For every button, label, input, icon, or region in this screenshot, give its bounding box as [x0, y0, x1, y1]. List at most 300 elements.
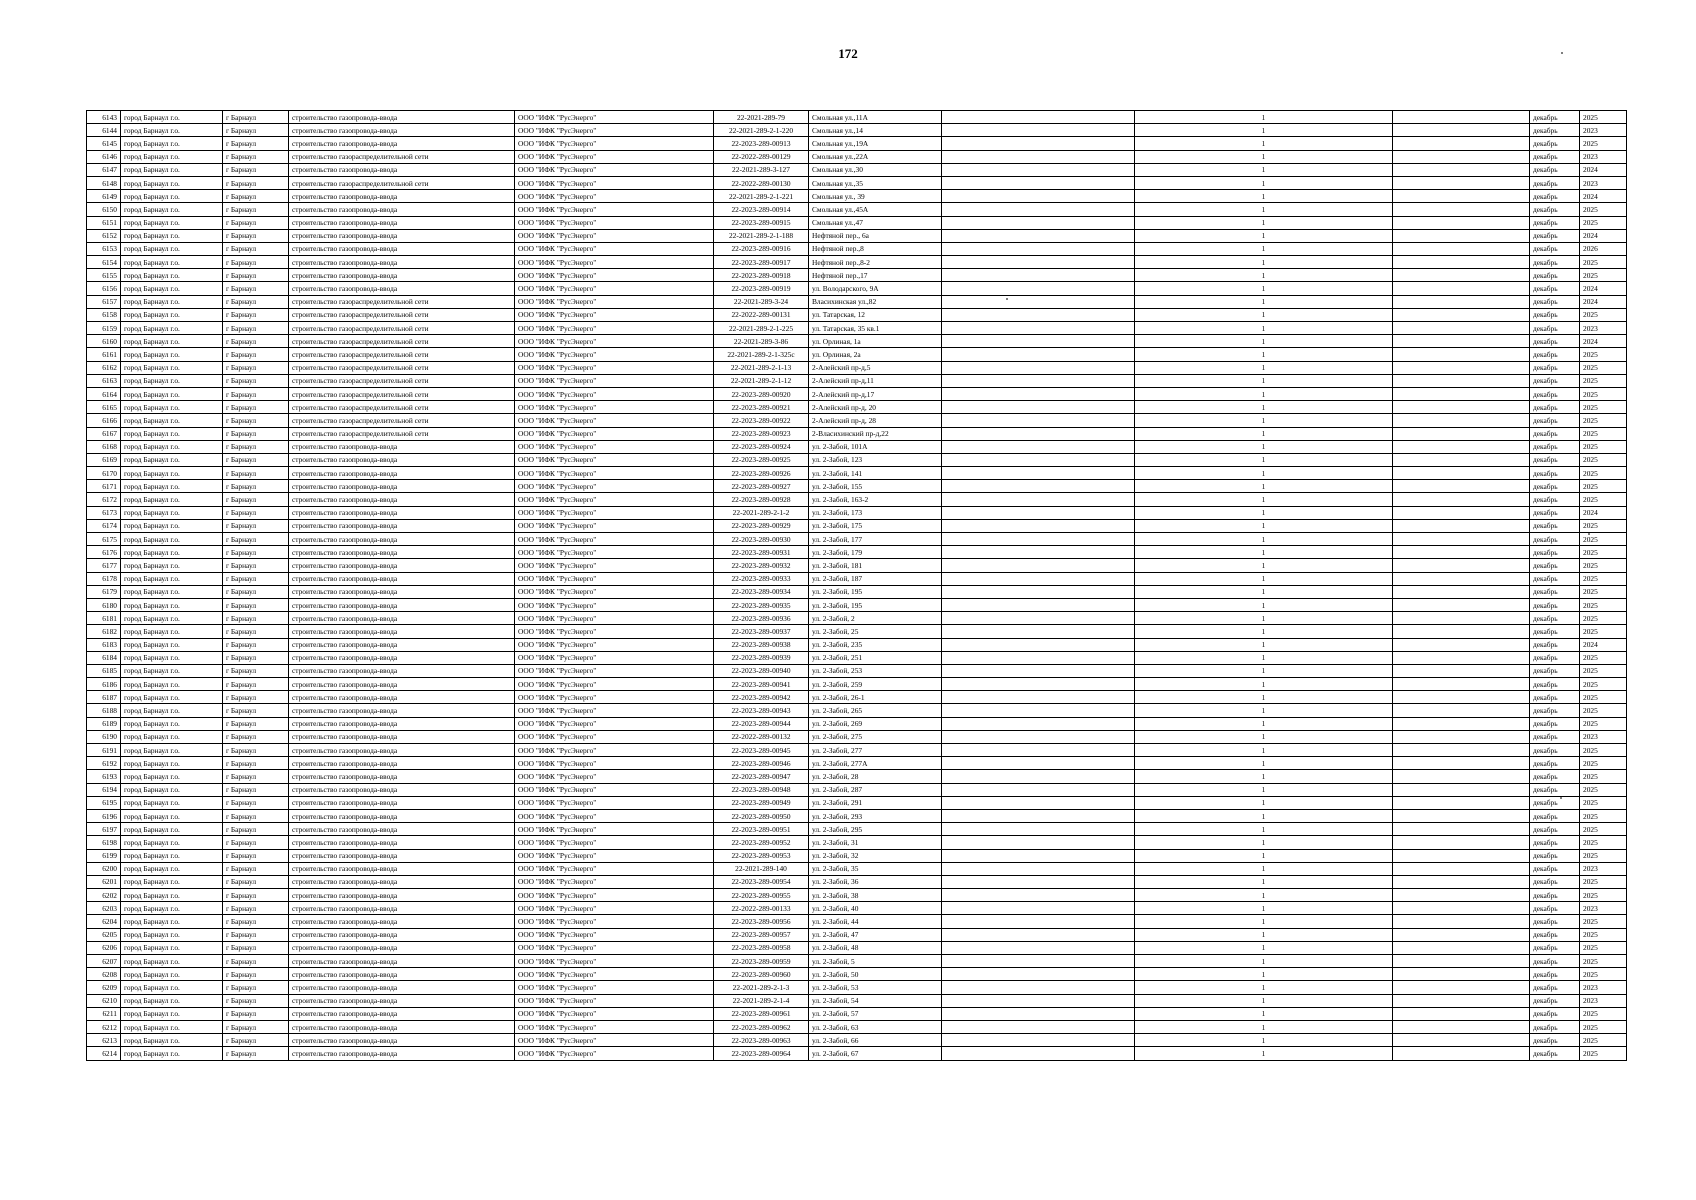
row-number-cell: 6180: [87, 598, 121, 611]
settlement-cell: г Барнаул: [223, 994, 289, 1007]
quantity-cell: 1: [1135, 493, 1393, 506]
contract-number-cell: 22-2021-289-2-1-325с: [714, 348, 809, 361]
contract-number-cell: 22-2023-289-00914: [714, 203, 809, 216]
address-cell: Власихинская ул.,82: [809, 295, 942, 308]
municipality-cell: город Барнаул г.о.: [121, 269, 223, 282]
year-cell: 2025: [1580, 955, 1627, 968]
quantity-cell: 1: [1135, 598, 1393, 611]
empty-cell: [942, 322, 1135, 335]
quantity-cell: 1: [1135, 651, 1393, 664]
organization-cell: ООО "ИФК "РусЭнерго": [515, 638, 714, 651]
month-cell: декабрь: [1530, 981, 1580, 994]
quantity-cell: 1: [1135, 242, 1393, 255]
quantity-cell: 1: [1135, 295, 1393, 308]
address-cell: Смольная ул.,19А: [809, 137, 942, 150]
work-type-cell: строительство газопровода-ввода: [289, 282, 515, 295]
table-row: [87, 519, 1627, 532]
municipality-cell: город Барнаул г.о.: [121, 902, 223, 915]
settlement-cell: г Барнаул: [223, 796, 289, 809]
month-cell: декабрь: [1530, 1020, 1580, 1033]
work-type-cell: строительство газопровода-ввода: [289, 744, 515, 757]
table-row: [87, 335, 1627, 348]
empty-cell: [1393, 361, 1530, 374]
settlement-cell: г Барнаул: [223, 242, 289, 255]
work-type-cell: строительство газопровода-ввода: [289, 559, 515, 572]
year-cell: 2025: [1580, 598, 1627, 611]
address-cell: ул. 2-Забой, 269: [809, 717, 942, 730]
work-type-cell: строительство газопровода-ввода: [289, 704, 515, 717]
address-cell: ул. 2-Забой, 181: [809, 559, 942, 572]
municipality-cell: город Барнаул г.о.: [121, 163, 223, 176]
contract-number-cell: 22-2023-289-00944: [714, 717, 809, 730]
quantity-cell: 1: [1135, 190, 1393, 203]
settlement-cell: г Барнаул: [223, 915, 289, 928]
month-cell: декабрь: [1530, 941, 1580, 954]
settlement-cell: г Барнаул: [223, 440, 289, 453]
empty-cell: [1393, 585, 1530, 598]
municipality-cell: город Барнаул г.о.: [121, 1034, 223, 1047]
organization-cell: ООО "ИФК "РусЭнерго": [515, 242, 714, 255]
contract-number-cell: 22-2023-289-00961: [714, 1007, 809, 1020]
empty-cell: [1393, 941, 1530, 954]
organization-cell: ООО "ИФК "РусЭнерго": [515, 1034, 714, 1047]
empty-cell: [942, 981, 1135, 994]
table-row: [87, 137, 1627, 150]
empty-cell: [1393, 730, 1530, 743]
empty-cell: [942, 889, 1135, 902]
month-cell: декабрь: [1530, 124, 1580, 137]
contract-number-cell: 22-2022-289-00130: [714, 176, 809, 189]
row-number-cell: 6205: [87, 928, 121, 941]
empty-cell: [1393, 717, 1530, 730]
row-number-cell: 6154: [87, 256, 121, 269]
row-number-cell: 6163: [87, 374, 121, 387]
settlement-cell: г Барнаул: [223, 269, 289, 282]
empty-cell: [942, 335, 1135, 348]
municipality-cell: город Барнаул г.о.: [121, 717, 223, 730]
municipality-cell: город Барнаул г.о.: [121, 546, 223, 559]
contract-number-cell: 22-2023-289-00923: [714, 427, 809, 440]
work-type-cell: строительство газопровода-ввода: [289, 862, 515, 875]
row-number-cell: 6152: [87, 229, 121, 242]
year-cell: 2025: [1580, 875, 1627, 888]
row-number-cell: 6189: [87, 717, 121, 730]
settlement-cell: г Барнаул: [223, 849, 289, 862]
organization-cell: ООО "ИФК "РусЭнерго": [515, 664, 714, 677]
row-number-cell: 6170: [87, 467, 121, 480]
row-number-cell: 6177: [87, 559, 121, 572]
settlement-cell: г Барнаул: [223, 585, 289, 598]
empty-cell: [1393, 308, 1530, 321]
year-cell: 2025: [1580, 770, 1627, 783]
work-type-cell: строительство газопровода-ввода: [289, 137, 515, 150]
work-type-cell: строительство газопровода-ввода: [289, 519, 515, 532]
table-row: [87, 941, 1627, 954]
contract-number-cell: 22-2022-289-00131: [714, 308, 809, 321]
organization-cell: ООО "ИФК "РусЭнерго": [515, 414, 714, 427]
empty-cell: [1393, 546, 1530, 559]
table-row: [87, 269, 1627, 282]
month-cell: декабрь: [1530, 612, 1580, 625]
empty-cell: [1393, 1047, 1530, 1060]
table-row: [87, 889, 1627, 902]
work-type-cell: строительство газопровода-ввода: [289, 836, 515, 849]
empty-cell: [1393, 282, 1530, 295]
year-cell: 2025: [1580, 796, 1627, 809]
address-cell: ул. 2-Забой, 63: [809, 1020, 942, 1033]
settlement-cell: г Барнаул: [223, 730, 289, 743]
empty-cell: [1393, 770, 1530, 783]
table-row: [87, 1020, 1627, 1033]
month-cell: декабрь: [1530, 176, 1580, 189]
month-cell: декабрь: [1530, 427, 1580, 440]
municipality-cell: город Барнаул г.о.: [121, 889, 223, 902]
month-cell: декабрь: [1530, 533, 1580, 546]
address-cell: ул. 2-Забой, 54: [809, 994, 942, 1007]
quantity-cell: 1: [1135, 269, 1393, 282]
municipality-cell: город Барнаул г.о.: [121, 176, 223, 189]
settlement-cell: г Барнаул: [223, 256, 289, 269]
organization-cell: ООО "ИФК "РусЭнерго": [515, 282, 714, 295]
organization-cell: ООО "ИФК "РусЭнерго": [515, 427, 714, 440]
row-number-cell: 6191: [87, 744, 121, 757]
work-type-cell: строительство газопровода-ввода: [289, 889, 515, 902]
contract-number-cell: 22-2023-289-00960: [714, 968, 809, 981]
work-type-cell: строительство газопровода-ввода: [289, 678, 515, 691]
empty-cell: [942, 308, 1135, 321]
empty-cell: [942, 968, 1135, 981]
municipality-cell: город Барнаул г.о.: [121, 282, 223, 295]
empty-cell: [942, 295, 1135, 308]
address-cell: ул. 2-Забой, 53: [809, 981, 942, 994]
contract-number-cell: 22-2023-289-00936: [714, 612, 809, 625]
settlement-cell: г Барнаул: [223, 757, 289, 770]
table-row: [87, 717, 1627, 730]
settlement-cell: г Барнаул: [223, 941, 289, 954]
contract-number-cell: 22-2023-289-00948: [714, 783, 809, 796]
organization-cell: ООО "ИФК "РусЭнерго": [515, 150, 714, 163]
empty-cell: [942, 678, 1135, 691]
settlement-cell: г Барнаул: [223, 717, 289, 730]
year-cell: 2025: [1580, 1007, 1627, 1020]
empty-cell: [1393, 968, 1530, 981]
empty-cell: [942, 519, 1135, 532]
month-cell: декабрь: [1530, 691, 1580, 704]
contract-number-cell: 22-2023-289-00924: [714, 440, 809, 453]
municipality-cell: город Барнаул г.о.: [121, 994, 223, 1007]
row-number-cell: 6157: [87, 295, 121, 308]
address-cell: ул. 2-Забой, 291: [809, 796, 942, 809]
year-cell: 2025: [1580, 664, 1627, 677]
table-row: [87, 770, 1627, 783]
address-cell: ул. 2-Забой, 195: [809, 585, 942, 598]
month-cell: декабрь: [1530, 915, 1580, 928]
municipality-cell: город Барнаул г.о.: [121, 493, 223, 506]
settlement-cell: г Барнаул: [223, 625, 289, 638]
year-cell: 2023: [1580, 994, 1627, 1007]
contract-number-cell: 22-2023-289-00942: [714, 691, 809, 704]
month-cell: декабрь: [1530, 387, 1580, 400]
table-row: [87, 427, 1627, 440]
contract-number-cell: 22-2023-289-00931: [714, 546, 809, 559]
empty-cell: [942, 401, 1135, 414]
empty-cell: [1393, 572, 1530, 585]
organization-cell: ООО "ИФК "РусЭнерго": [515, 1020, 714, 1033]
table-row: [87, 295, 1627, 308]
quantity-cell: 1: [1135, 467, 1393, 480]
municipality-cell: город Барнаул г.о.: [121, 480, 223, 493]
row-number-cell: 6173: [87, 506, 121, 519]
settlement-cell: г Барнаул: [223, 612, 289, 625]
work-type-cell: строительство газопровода-ввода: [289, 216, 515, 229]
organization-cell: ООО "ИФК "РусЭнерго": [515, 467, 714, 480]
contract-number-cell: 22-2023-289-00934: [714, 585, 809, 598]
contract-number-cell: 22-2021-289-2-1-221: [714, 190, 809, 203]
empty-cell: [1393, 902, 1530, 915]
municipality-cell: город Барнаул г.о.: [121, 744, 223, 757]
empty-cell: [1393, 387, 1530, 400]
month-cell: декабрь: [1530, 757, 1580, 770]
work-type-cell: строительство газопровода-ввода: [289, 981, 515, 994]
contract-number-cell: 22-2023-289-00963: [714, 1034, 809, 1047]
address-cell: ул. 2-Забой, 277А: [809, 757, 942, 770]
row-number-cell: 6148: [87, 176, 121, 189]
settlement-cell: г Барнаул: [223, 295, 289, 308]
organization-cell: ООО "ИФК "РусЭнерго": [515, 335, 714, 348]
row-number-cell: 6149: [87, 190, 121, 203]
table-row: [87, 480, 1627, 493]
year-cell: 2025: [1580, 809, 1627, 822]
month-cell: декабрь: [1530, 480, 1580, 493]
empty-cell: [1393, 1020, 1530, 1033]
quantity-cell: 1: [1135, 875, 1393, 888]
quantity-cell: 1: [1135, 981, 1393, 994]
empty-cell: [942, 691, 1135, 704]
contract-number-cell: 22-2023-289-00954: [714, 875, 809, 888]
organization-cell: ООО "ИФК "РусЭнерго": [515, 981, 714, 994]
empty-cell: [1393, 414, 1530, 427]
table-row: [87, 849, 1627, 862]
table-row: [87, 809, 1627, 822]
settlement-cell: г Барнаул: [223, 414, 289, 427]
empty-cell: [1393, 638, 1530, 651]
work-type-cell: строительство газопровода-ввода: [289, 823, 515, 836]
quantity-cell: 1: [1135, 163, 1393, 176]
settlement-cell: г Барнаул: [223, 678, 289, 691]
work-type-cell: строительство газопровода-ввода: [289, 1047, 515, 1060]
settlement-cell: г Барнаул: [223, 335, 289, 348]
quantity-cell: 1: [1135, 585, 1393, 598]
quantity-cell: 1: [1135, 361, 1393, 374]
empty-cell: [942, 704, 1135, 717]
year-cell: 2024: [1580, 295, 1627, 308]
address-cell: ул. 2-Забой, 155: [809, 480, 942, 493]
table-row: [87, 282, 1627, 295]
year-cell: 2023: [1580, 176, 1627, 189]
settlement-cell: г Барнаул: [223, 862, 289, 875]
settlement-cell: г Барнаул: [223, 282, 289, 295]
quantity-cell: 1: [1135, 533, 1393, 546]
empty-cell: [942, 427, 1135, 440]
municipality-cell: город Барнаул г.о.: [121, 691, 223, 704]
month-cell: декабрь: [1530, 256, 1580, 269]
quantity-cell: 1: [1135, 730, 1393, 743]
year-cell: 2025: [1580, 928, 1627, 941]
address-cell: ул. 2-Забой, 265: [809, 704, 942, 717]
quantity-cell: 1: [1135, 1047, 1393, 1060]
address-cell: ул. 2-Забой, 259: [809, 678, 942, 691]
row-number-cell: 6192: [87, 757, 121, 770]
month-cell: декабрь: [1530, 678, 1580, 691]
settlement-cell: г Барнаул: [223, 493, 289, 506]
empty-cell: [942, 480, 1135, 493]
municipality-cell: город Барнаул г.о.: [121, 387, 223, 400]
year-cell: 2025: [1580, 111, 1627, 124]
row-number-cell: 6171: [87, 480, 121, 493]
empty-cell: [942, 902, 1135, 915]
municipality-cell: город Барнаул г.о.: [121, 453, 223, 466]
address-cell: 2-Алейский пр-д,5: [809, 361, 942, 374]
address-cell: ул. 2-Забой, 26-1: [809, 691, 942, 704]
work-type-cell: строительство газораспределительной сети: [289, 374, 515, 387]
row-number-cell: 6156: [87, 282, 121, 295]
address-cell: ул. 2-Забой, 175: [809, 519, 942, 532]
year-cell: 2025: [1580, 1020, 1627, 1033]
work-type-cell: строительство газораспределительной сети: [289, 414, 515, 427]
month-cell: декабрь: [1530, 651, 1580, 664]
table-row: [87, 678, 1627, 691]
municipality-cell: город Барнаул г.о.: [121, 229, 223, 242]
table-row: [87, 836, 1627, 849]
empty-cell: [1393, 1034, 1530, 1047]
year-cell: 2025: [1580, 374, 1627, 387]
table-row: [87, 783, 1627, 796]
contract-number-cell: 22-2021-289-3-127: [714, 163, 809, 176]
table-row: [87, 467, 1627, 480]
work-type-cell: строительство газопровода-ввода: [289, 717, 515, 730]
municipality-cell: город Барнаул г.о.: [121, 598, 223, 611]
empty-cell: [942, 585, 1135, 598]
table-row: [87, 493, 1627, 506]
scan-dot-mark: [1560, 797, 1562, 799]
municipality-cell: город Барнаул г.о.: [121, 150, 223, 163]
year-cell: 2025: [1580, 269, 1627, 282]
quantity-cell: 1: [1135, 374, 1393, 387]
empty-cell: [942, 467, 1135, 480]
address-cell: 2-Власихинский пр-д,22: [809, 427, 942, 440]
municipality-cell: город Барнаул г.о.: [121, 427, 223, 440]
year-cell: 2025: [1580, 625, 1627, 638]
table-row: [87, 124, 1627, 137]
empty-cell: [942, 533, 1135, 546]
contract-number-cell: 22-2023-289-00937: [714, 625, 809, 638]
settlement-cell: г Барнаул: [223, 163, 289, 176]
empty-cell: [942, 348, 1135, 361]
address-cell: Нефтяной пер.,8: [809, 242, 942, 255]
quantity-cell: 1: [1135, 928, 1393, 941]
row-number-cell: 6162: [87, 361, 121, 374]
row-number-cell: 6175: [87, 533, 121, 546]
row-number-cell: 6194: [87, 783, 121, 796]
work-type-cell: строительство газопровода-ввода: [289, 849, 515, 862]
municipality-cell: город Барнаул г.о.: [121, 849, 223, 862]
quantity-cell: 1: [1135, 638, 1393, 651]
work-type-cell: строительство газопровода-ввода: [289, 585, 515, 598]
row-number-cell: 6169: [87, 453, 121, 466]
month-cell: декабрь: [1530, 598, 1580, 611]
table-row: [87, 757, 1627, 770]
empty-cell: [1393, 506, 1530, 519]
empty-cell: [1393, 256, 1530, 269]
contract-number-cell: 22-2023-289-00916: [714, 242, 809, 255]
empty-cell: [1393, 322, 1530, 335]
settlement-cell: г Барнаул: [223, 875, 289, 888]
year-cell: 2023: [1580, 902, 1627, 915]
year-cell: 2024: [1580, 335, 1627, 348]
organization-cell: ООО "ИФК "РусЭнерго": [515, 955, 714, 968]
address-cell: ул. 2-Забой, 275: [809, 730, 942, 743]
month-cell: декабрь: [1530, 744, 1580, 757]
year-cell: 2026: [1580, 242, 1627, 255]
table-row: [87, 915, 1627, 928]
organization-cell: ООО "ИФК "РусЭнерго": [515, 493, 714, 506]
month-cell: декабрь: [1530, 546, 1580, 559]
address-cell: ул. 2-Забой, 2: [809, 612, 942, 625]
municipality-cell: город Барнаул г.о.: [121, 1007, 223, 1020]
table-row: [87, 625, 1627, 638]
contract-number-cell: 22-2021-289-2-1-2: [714, 506, 809, 519]
organization-cell: ООО "ИФК "РусЭнерго": [515, 612, 714, 625]
work-type-cell: строительство газораспределительной сети: [289, 322, 515, 335]
quantity-cell: 1: [1135, 348, 1393, 361]
row-number-cell: 6201: [87, 875, 121, 888]
month-cell: декабрь: [1530, 506, 1580, 519]
year-cell: 2025: [1580, 414, 1627, 427]
settlement-cell: г Барнаул: [223, 229, 289, 242]
empty-cell: [942, 124, 1135, 137]
settlement-cell: г Барнаул: [223, 823, 289, 836]
quantity-cell: 1: [1135, 203, 1393, 216]
year-cell: 2025: [1580, 203, 1627, 216]
table-row: [87, 875, 1627, 888]
empty-cell: [1393, 994, 1530, 1007]
work-type-cell: строительство газопровода-ввода: [289, 941, 515, 954]
contract-number-cell: 22-2023-289-00918: [714, 269, 809, 282]
empty-cell: [1393, 203, 1530, 216]
empty-cell: [942, 928, 1135, 941]
year-cell: 2024: [1580, 282, 1627, 295]
organization-cell: ООО "ИФК "РусЭнерго": [515, 836, 714, 849]
empty-cell: [942, 1007, 1135, 1020]
work-type-cell: строительство газопровода-ввода: [289, 638, 515, 651]
month-cell: декабрь: [1530, 348, 1580, 361]
empty-cell: [942, 546, 1135, 559]
year-cell: 2025: [1580, 968, 1627, 981]
quantity-cell: 1: [1135, 559, 1393, 572]
row-number-cell: 6197: [87, 823, 121, 836]
empty-cell: [942, 1047, 1135, 1060]
contract-number-cell: 22-2023-289-00941: [714, 678, 809, 691]
settlement-cell: г Барнаул: [223, 770, 289, 783]
settlement-cell: г Барнаул: [223, 308, 289, 321]
organization-cell: ООО "ИФК "РусЭнерго": [515, 809, 714, 822]
organization-cell: ООО "ИФК "РусЭнерго": [515, 137, 714, 150]
table-row: [87, 928, 1627, 941]
table-row: [87, 361, 1627, 374]
row-number-cell: 6159: [87, 322, 121, 335]
work-type-cell: строительство газопровода-ввода: [289, 242, 515, 255]
row-number-cell: 6161: [87, 348, 121, 361]
